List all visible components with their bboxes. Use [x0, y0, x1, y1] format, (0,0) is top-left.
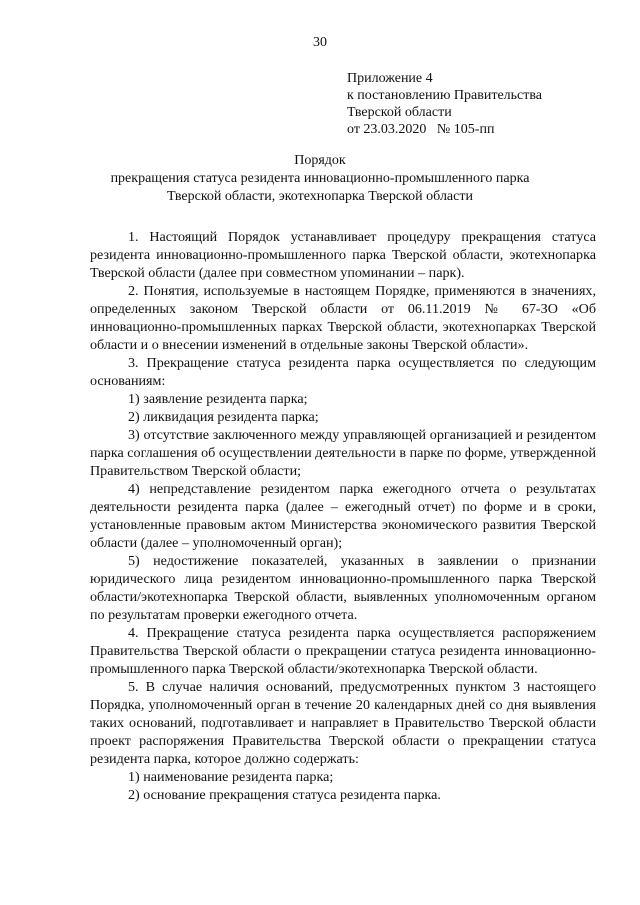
paragraph: 3. Прекращение статуса резидента парка осуществляется по следующим основаниям: — [90, 355, 596, 389]
page-number: 30 — [313, 35, 327, 50]
appendix-line: Тверской области — [347, 105, 452, 120]
list-item: 4) непредставление резидентом парка ежегодного отчета о результатах деятельности резидента парка (далее – ежегодный отчет) по форме и в сроки, установленные правовым актом Министерства экономического развития Тверской области (далее – уполномоченный орган); — [90, 481, 596, 551]
title-line: Порядок — [294, 153, 346, 168]
appendix-line: от 23.03.2020 № 105-пп — [347, 122, 495, 137]
list-item: 2) ликвидация резидента парка; — [128, 409, 319, 425]
document-title — [0, 152, 640, 206]
appendix-header — [347, 70, 542, 138]
list-item: 1) наименование резидента парка; — [128, 769, 334, 785]
document-body — [90, 228, 596, 804]
list-item: 3) отсутствие заключенного между управляющей организацией и резидентом парка соглашения об осуществлении деятельности в парке по форме, утвержденной Правительством Тверской области; — [90, 427, 596, 479]
paragraph: 2. Понятия, используемые в настоящем Порядке, применяются в значениях, определенных законом Тверской области от 06.11.2019 № 67-ЗО «Об инновационно-промышленных парках Тверской области, экотехнопарках Тверской области и о внесении изменений в отдельные законы Тверской области». — [90, 283, 596, 353]
appendix-line: к постановлению Правительства — [347, 88, 543, 103]
list-item: 5) недостижение показателей, указанных в заявлении о признании юридического лица резидентом инновационно-промышленного парка Тверской области/экотехнопарка Тверской области, выявленных уполномоченным органом по результатам проверки ежегодного отчета. — [90, 553, 596, 623]
paragraph: 5. В случае наличия оснований, предусмотренных пунктом 3 настоящего Порядка, уполномоченный орган в течение 20 календарных дней со дня выявления таких оснований, подготавливает и направляет в Правительство Тверской области проект распоряжения Правительства Тверской области о прекращении статуса резидента парка, которое должно содержать: — [90, 679, 596, 767]
title-line: прекращения статуса резидента инновационно-промышленного парка — [110, 171, 530, 186]
title-line: Тверской области, экотехнопарка Тверской области — [167, 189, 473, 204]
paragraph: 1. Настоящий Порядок устанавливает процедуру прекращения статуса резидента инновационно-промышленного парка Тверской области, экотехнопарка Тверской области (далее при совместном упоминании – парк). — [90, 229, 596, 281]
list-item: 1) заявление резидента парка; — [128, 391, 308, 407]
appendix-line: Приложение 4 — [347, 71, 433, 86]
list-item: 2) основание прекращения статуса резидента парка. — [128, 787, 441, 803]
paragraph: 4. Прекращение статуса резидента парка осуществляется распоряжением Правительства Тверской области о прекращении статуса резидента инновационно-промышленного парка Тверской области/экотехнопарка Тверской области. — [90, 625, 596, 677]
